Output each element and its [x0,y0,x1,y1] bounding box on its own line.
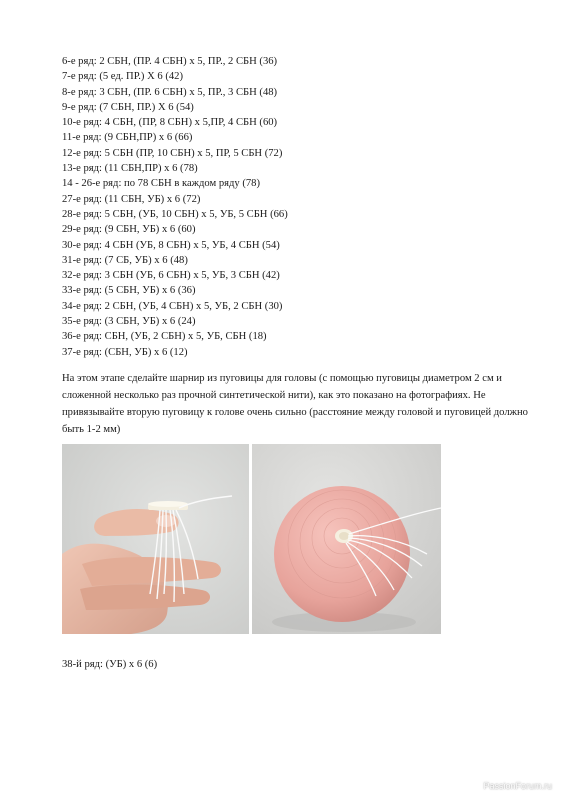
hand-illustration [62,444,249,634]
row-instruction: 11-е ряд: (9 СБН,ПР) х 6 (66) [62,132,193,144]
row-instruction: 14 - 26-е ряд: по 78 СБН в каждом ряду (78) [62,178,260,190]
row-instruction: 31-е ряд: (7 СБ, УБ) х 6 (48) [62,254,188,266]
row-instruction: 12-е ряд: 5 СБН (ПР, 10 СБН) х 5, ПР, 5 СБН (72) [62,147,283,159]
last-row-instruction: 38-й ряд: (УБ) х 6 (6) [62,659,158,670]
watermark: PassionForum.ru [483,781,552,791]
row-instruction: 37-е ряд: (СБН, УБ) х 6 (12) [62,346,188,358]
row-instruction: 28-е ряд: 5 СБН, (УБ, 10 СБН) х 5, УБ, 5 СБН (66) [62,208,288,220]
row-instruction: 29-е ряд: (9 СБН, УБ) х 6 (60) [62,224,196,236]
row-instruction: 8-е ряд: 3 СБН, (ПР. 6 СБН) х 5, ПР., 3 СБН (48) [62,86,278,98]
instruction-paragraph: На этом этапе сделайте шарнир из пуговицы для головы (с помощью пуговицы диаметром 2 см и сложенной несколько раз прочной синтетической нити), как это показано на фотографиях. Не привязывайте вторую пуговицу к голове очень сильно (расстояние между головой и пуговицей должно быть 1-2 мм) [62,373,528,435]
row-instruction: 35-е ряд: (3 СБН, УБ) х 6 (24) [62,316,196,328]
row-instruction: 7-е ряд: (5 ед. ПР.) Х 6 (42) [62,71,183,83]
row-instruction: 32-е ряд: 3 СБН (УБ, 6 СБН) х 5, УБ, 3 СБН (42) [62,270,280,282]
row-instruction: 30-е ряд: 4 СБН (УБ, 8 СБН) х 5, УБ, 4 СБН (54) [62,239,280,251]
photo-hand-with-button [62,444,249,634]
ball-illustration [252,444,441,634]
row-instruction: 27-е ряд: (11 СБН, УБ) х 6 (72) [62,193,201,205]
photo-ball-with-button [252,444,441,634]
row-instruction: 6-е ряд: 2 СБН, (ПР. 4 СБН) х 5, ПР., 2 СБН (36) [62,56,278,67]
row-instruction: 34-е ряд: 2 СБН, (УБ, 4 СБН) х 5, УБ, 2 СБН (30) [62,300,283,312]
instruction-rows [62,54,288,360]
row-instruction: 36-е ряд: СБН, (УБ, 2 СБН) х 5, УБ, СБН (18) [62,331,267,343]
row-instruction: 33-е ряд: (5 СБН, УБ) х 6 (36) [62,285,196,297]
row-instruction: 9-е ряд: (7 СБН, ПР.) Х 6 (54) [62,101,194,113]
row-instruction: 13-е ряд: (11 СБН,ПР) х 6 (78) [62,163,198,175]
row-instruction: 10-е ряд: 4 СБН, (ПР, 8 СБН) х 5,ПР, 4 СБН (60) [62,117,278,129]
